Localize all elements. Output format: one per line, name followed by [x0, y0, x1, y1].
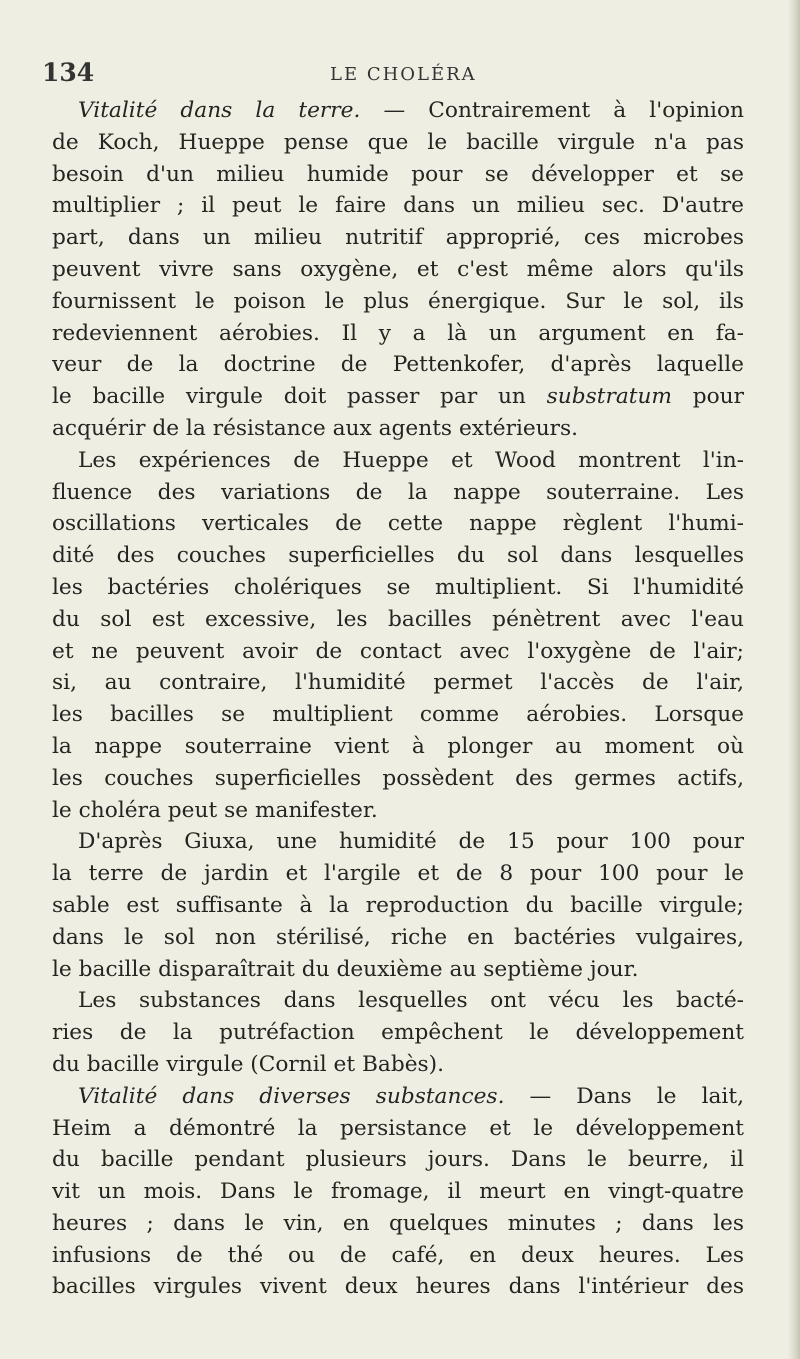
text-run: D'après Giuxa, une humidité de 15 pour 100 pour	[78, 829, 744, 855]
text-line	[52, 1208, 744, 1240]
running-title: LE CHOLÉRA	[330, 64, 477, 85]
text-run: Les expériences de Hueppe et Wood montrent l'in-	[78, 447, 744, 473]
text-run: multiplier ; il peut le faire dans un milieu sec. D'autre	[52, 193, 744, 219]
text-run: la nappe souterraine vient à plonger au moment où	[52, 733, 744, 759]
text-run: du bacille virgule (Cornil et Babès).	[52, 1051, 445, 1077]
text-line	[52, 1240, 744, 1272]
text-run: les bactéries cholériques se multiplient. Si l'humidité	[52, 574, 744, 600]
italic-text: substratum	[546, 384, 672, 410]
text-run: du sol est excessive, les bacilles pénètrent avec l'eau	[52, 606, 744, 632]
text-line	[52, 890, 744, 922]
text-run: pour	[672, 384, 744, 410]
text-run: les couches superficielles possèdent des germes actifs,	[52, 765, 744, 791]
text-line	[52, 477, 744, 509]
text-line	[52, 572, 744, 604]
page-number: 134	[42, 58, 95, 87]
text-line	[52, 508, 744, 540]
text-run: part, dans un milieu nutritif approprié, ces microbes	[52, 225, 744, 251]
text-run: le bacille virgule doit passer par un	[52, 384, 547, 410]
text-line	[52, 985, 744, 1017]
text-line	[52, 254, 744, 286]
page-edge-shadow	[788, 0, 800, 1359]
text-run: — Dans le lait,	[504, 1083, 744, 1109]
text-line	[52, 826, 744, 858]
text-line	[52, 954, 744, 986]
text-run: veur de la doctrine de Pettenkofer, d'après laquelle	[52, 352, 744, 378]
text-run: le choléra peut se manifester.	[52, 797, 378, 823]
text-run: dans le sol non stérilisé, riche en bactéries vulgaires,	[52, 924, 744, 950]
text-run: et ne peuvent avoir de contact avec l'oxygène de l'air;	[52, 638, 744, 664]
text-line	[52, 413, 744, 445]
text-run: fournissent le poison le plus énergique. Sur le sol, ils	[52, 288, 744, 314]
text-run: peuvent vivre sans oxygène, et c'est même alors qu'ils	[52, 256, 744, 282]
text-run: besoin d'un milieu humide pour se développer et se	[52, 161, 744, 187]
text-line	[52, 1017, 744, 1049]
text-line	[52, 604, 744, 636]
text-run: infusions de thé ou de café, en deux heures. Les	[52, 1242, 744, 1268]
text-run: bacilles virgules vivent deux heures dans l'intérieur des	[52, 1274, 744, 1300]
text-line	[52, 636, 744, 668]
text-line	[52, 763, 744, 795]
text-run: le bacille disparaîtrait du deuxième au septième jour.	[52, 956, 639, 982]
text-run: Les substances dans lesquelles ont vécu les bacté-	[78, 988, 744, 1014]
text-run: la terre de jardin et l'argile et de 8 pour 100 pour le	[52, 861, 744, 887]
text-line	[52, 858, 744, 890]
text-run: — Contrairement à l'opinion	[360, 98, 744, 123]
text-line	[52, 795, 744, 827]
text-line	[52, 922, 744, 954]
text-line	[52, 318, 744, 350]
text-line	[52, 540, 744, 572]
text-line	[52, 222, 744, 254]
text-run: heures ; dans le vin, en quelques minutes ; dans les	[52, 1210, 744, 1236]
text-line	[52, 1113, 744, 1145]
text-line	[52, 159, 744, 191]
text-line	[52, 699, 744, 731]
text-line	[52, 190, 744, 222]
italic-text: Vitalité dans la terre.	[78, 98, 361, 123]
text-line	[52, 349, 744, 381]
text-run: redeviennent aérobies. Il y a là un argument en fa-	[52, 320, 744, 346]
text-run: oscillations verticales de cette nappe règlent l'humi-	[52, 511, 744, 537]
text-run: sable est suffisante à la reproduction du bacille virgule;	[52, 892, 744, 918]
text-run: acquérir de la résistance aux agents extérieurs.	[52, 415, 579, 441]
text-line	[52, 731, 744, 763]
text-run: les bacilles se multiplient comme aérobies. Lorsque	[52, 702, 744, 728]
text-run: ries de la putréfaction empêchent le développement	[52, 1020, 744, 1046]
text-run: de Koch, Hueppe pense que le bacille virgule n'a pas	[52, 129, 744, 155]
text-line	[52, 1176, 744, 1208]
text-run: dité des couches superficielles du sol dans lesquelles	[52, 543, 744, 569]
text-line	[52, 667, 744, 699]
text-line	[52, 445, 744, 477]
text-line	[52, 95, 744, 127]
text-line	[52, 286, 744, 318]
text-line	[52, 1081, 744, 1113]
text-run: fluence des variations de la nappe souterraine. Les	[52, 479, 744, 505]
text-run: si, au contraire, l'humidité permet l'accès de l'air,	[52, 670, 744, 696]
italic-text: Vitalité dans diverses substances.	[78, 1083, 505, 1109]
text-line	[52, 1144, 744, 1176]
text-line	[52, 127, 744, 159]
text-run: vit un mois. Dans le fromage, il meurt en vingt-quatre	[52, 1179, 744, 1205]
text-run: Heim a démontré la persistance et le développement	[52, 1115, 744, 1141]
body-text	[52, 95, 744, 1303]
text-line	[52, 1271, 744, 1303]
text-line	[52, 381, 744, 413]
running-head	[42, 58, 760, 92]
text-line	[52, 1049, 744, 1081]
text-run: du bacille pendant plusieurs jours. Dans le beurre, il	[52, 1147, 744, 1173]
